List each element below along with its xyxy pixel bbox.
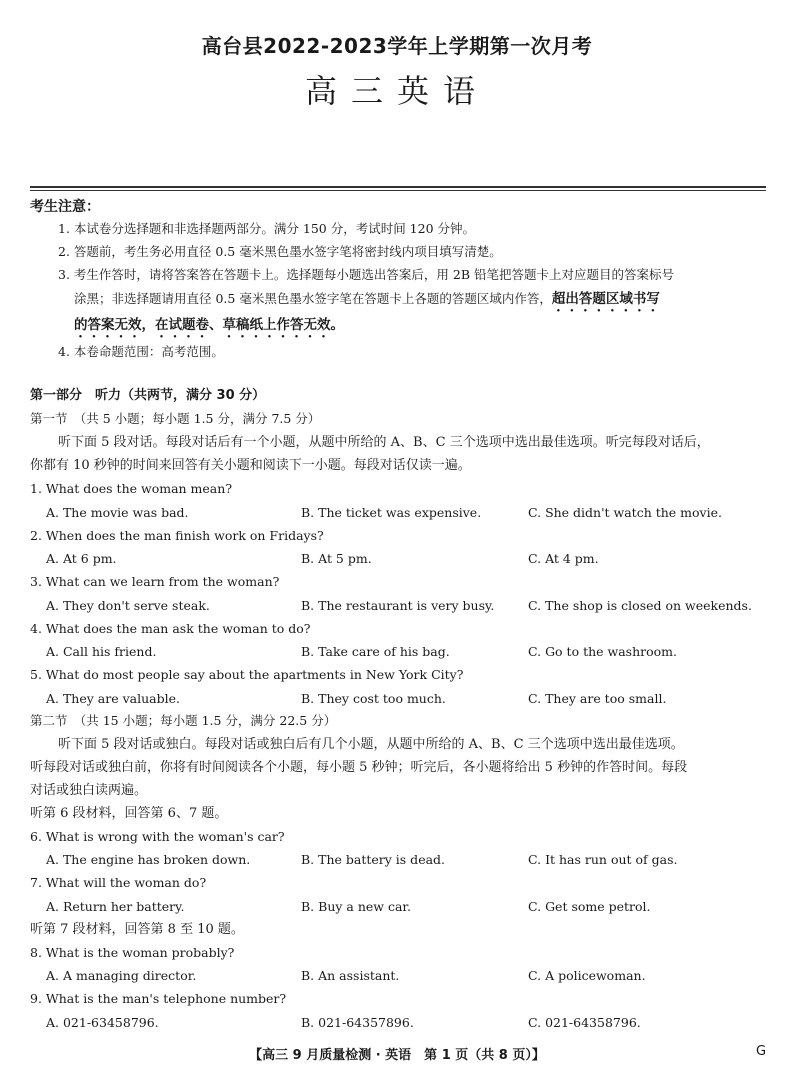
notice-item-3-plain: 涂黑；非选择题请用直径 0.5 毫米黑色墨水签字笔在答题卡上各题的答题区域内作答， [74, 291, 552, 306]
notice-item-3-emphasis-a: 超出答题区域书写 [551, 291, 660, 307]
question-2-option-b: B. At 5 pm. [301, 551, 372, 566]
notice-item-3-line-2 [74, 290, 660, 315]
question-6: 6. What is wrong with the woman's car? [30, 829, 285, 844]
question-7-option-c: C. Get some petrol. [528, 899, 651, 914]
question-3: 3. What can we learn from the woman? [30, 574, 280, 589]
question-4-option-c: C. Go to the washroom. [528, 644, 677, 659]
notice-title: 考生注意： [30, 199, 100, 215]
section2-instructions-line-3: 对话或独白读两遍。 [30, 783, 148, 798]
material-6-instruction: 听第 6 段材料，回答第 6、7 题。 [30, 806, 228, 821]
section1-instructions-line-2: 你都有 10 秒钟的时间来回答有关小题和阅读下一小题。每段对话仅读一遍。 [30, 458, 471, 473]
question-9-option-b: B. 021-64357896. [301, 1015, 414, 1030]
question-8-option-c: C. A policewoman. [528, 968, 646, 983]
exam-title: 高台县2022-2023学年上学期第一次月考 [201, 34, 593, 58]
notice-item-3-emphasis-b: 的答案无效，在试题卷、草稿纸上作答无效。 [74, 317, 344, 333]
material-7-instruction: 听第 7 段材料，回答第 8 至 10 题。 [30, 922, 244, 937]
notice-item-3-line-3 [74, 316, 344, 341]
question-5-option-b: B. They cost too much. [301, 691, 446, 706]
paper-version-code: G [756, 1044, 767, 1059]
question-4: 4. What does the man ask the woman to do? [30, 621, 311, 636]
notice-item-3-line-1: 3. 考生作答时，请将答案答在答题卡上。选择题每小题选出答案后，用 2B 铅笔把答题卡上对应题目的答案标号 [58, 267, 674, 282]
question-4-option-b: B. Take care of his bag. [301, 644, 450, 659]
question-5-option-c: C. They are too small. [528, 691, 667, 706]
question-1: 1. What does the woman mean? [30, 481, 233, 496]
question-1-option-c: C. She didn't watch the movie. [528, 505, 722, 520]
question-9-option-a: A. 021-63458796. [46, 1015, 159, 1030]
notice-item-4: 4. 本卷命题范围：高考范围。 [58, 344, 224, 359]
question-2: 2. When does the man finish work on Fridays? [30, 528, 324, 543]
question-3-option-a: A. They don't serve steak. [46, 598, 210, 613]
header-rule-thin [30, 190, 766, 191]
question-4-option-a: A. Call his friend. [46, 644, 157, 659]
question-7: 7. What will the woman do? [30, 875, 207, 890]
header-rule-thick [30, 186, 766, 188]
section1-instructions-line-1: 听下面 5 段对话。每段对话后有一个小题，从题中所给的 A、B、C 三个选项中选出最佳选项。听完每段对话后， [58, 435, 710, 450]
question-5-option-a: A. They are valuable. [46, 691, 180, 706]
question-8-option-b: B. An assistant. [301, 968, 400, 983]
part1-heading: 第一部分 听力（共两节，满分 30 分） [30, 388, 266, 403]
section2-instructions-line-1: 听下面 5 段对话或独白。每段对话或独白后有几个小题，从题中所给的 A、B、C 三个选项中选出最佳选项。 [58, 737, 684, 752]
question-7-option-a: A. Return her battery. [46, 899, 185, 914]
question-6-option-c: C. It has run out of gas. [528, 852, 678, 867]
question-2-option-a: A. At 6 pm. [46, 551, 117, 566]
notice-item-2: 2. 答题前，考生务必用直径 0.5 毫米黑色墨水签字笔将密封线内项目填写清楚。 [58, 244, 502, 259]
question-3-option-c: C. The shop is closed on weekends. [528, 598, 752, 613]
question-6-option-a: A. The engine has broken down. [46, 852, 251, 867]
question-6-option-b: B. The battery is dead. [301, 852, 446, 867]
question-2-option-c: C. At 4 pm. [528, 551, 599, 566]
question-3-option-b: B. The restaurant is very busy. [301, 598, 495, 613]
question-8-option-a: A. A managing director. [46, 968, 197, 983]
notice-item-1: 1. 本试卷分选择题和非选择题两部分。满分 150 分，考试时间 120 分钟。 [58, 221, 476, 236]
question-9: 9. What is the man's telephone number? [30, 991, 287, 1006]
section1-heading: 第一节 （共 5 小题；每小题 1.5 分，满分 7.5 分） [30, 411, 321, 426]
question-1-option-b: B. The ticket was expensive. [301, 505, 482, 520]
question-1-option-a: A. The movie was bad. [46, 505, 189, 520]
subject-title: 高三英语 [304, 72, 489, 110]
question-7-option-b: B. Buy a new car. [301, 899, 411, 914]
question-9-option-c: C. 021-64358796. [528, 1015, 641, 1030]
question-8: 8. What is the woman probably? [30, 945, 235, 960]
page-footer: 【高三 9 月质量检测 · 英语 第 1 页（共 8 页）】 [249, 1048, 545, 1063]
section2-instructions-line-2: 听每段对话或独白前，你将有时间阅读各个小题，每小题 5 秒钟；听完后，各小题将给出 5 秒钟的作答时间。每段 [30, 760, 688, 775]
section2-heading: 第二节 （共 15 小题；每小题 1.5 分，满分 22.5 分） [30, 713, 337, 728]
question-5: 5. What do most people say about the apartments in New York City? [30, 667, 464, 682]
